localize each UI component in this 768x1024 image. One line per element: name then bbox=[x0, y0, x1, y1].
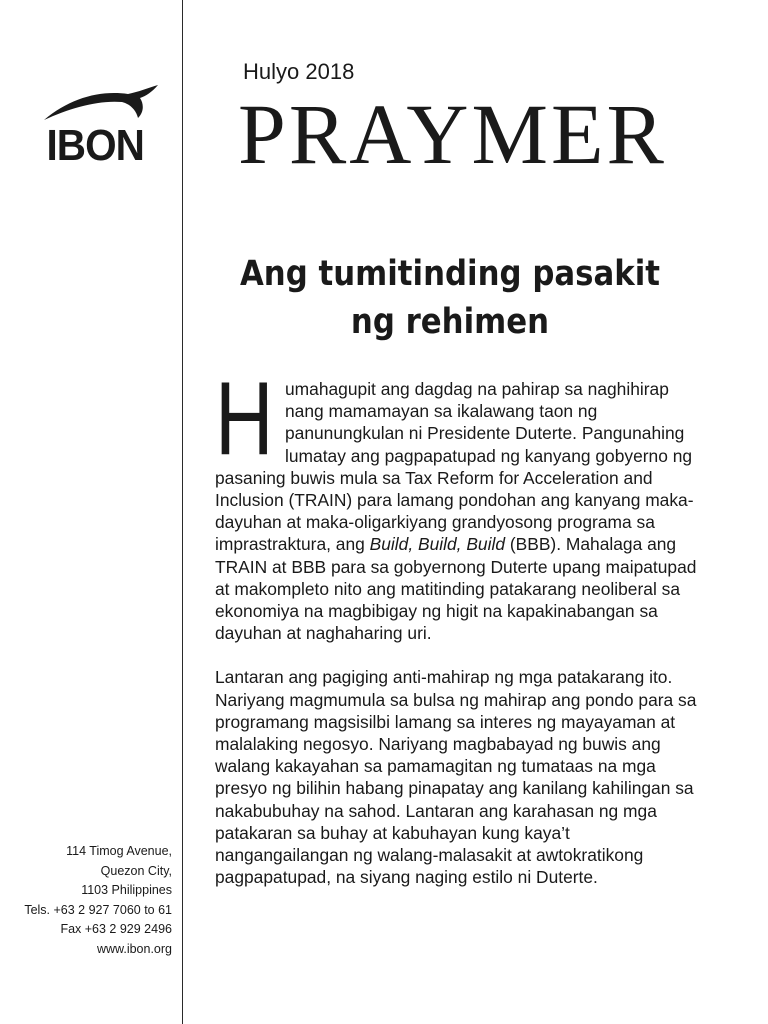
address-city: Quezon City, bbox=[100, 863, 172, 878]
paragraph-2: Lantaran ang pagiging anti-mahirap ng mga patakarang ito. Nariyang magmumula sa bulsa ng mahirap ang pondo para sa programang magsisilbi lamang sa interes ng mayayaman at malalaking negosyo. Nariyang magbabayad ng buwis ang walang kakayahan sa pamamagitan ng tumataas na mga presyo ng bilihin habang pinapatay ang kanilang kahilingan sa nakabubuhay na sahod. Lantaran ang karahasan ng mga patakaran sa buhay at kabuhayan kung kaya’t nangangailangan ng walang-malasakit at awtokratikong pagpapatupad, na siyang naging estilo ni Duterte. bbox=[215, 667, 697, 888]
paragraph-1-text-b: (BBB). Mahalaga ang TRAIN at BBB para sa gobyernong Duterte upang maipatupad at makompleto nito ang matitinding patakarang neoliberal sa ekonomiya na magbibigay ng higit na kapakinabangan sa dayuhan at naghaharing uri. bbox=[215, 534, 697, 644]
drop-cap: H bbox=[215, 361, 274, 477]
ibon-logo bbox=[40, 84, 160, 174]
publication-title: PRAYMER bbox=[238, 86, 667, 182]
article-title-line-1: Ang tumitinding pasakit bbox=[239, 254, 661, 294]
address-street: 114 Timog Avenue, bbox=[66, 844, 172, 858]
address-country: 1103 Philippines bbox=[81, 883, 172, 898]
vertical-divider bbox=[182, 0, 183, 1024]
website-link[interactable]: www.ibon.org bbox=[96, 941, 172, 956]
article-body bbox=[215, 361, 701, 910]
contact-address bbox=[2, 842, 172, 960]
paragraph-1-text-a: umahagupit ang dagdag na pahirap sa naghihirap nang mamamayan sa ikalawang taon ng panunungkulan ni Presidente Duterte. Pangunahing lumatay ang pagpapatupad ng kanyang gobyerno ng pasaning buwis mula sa Tax Reform for Acceleration and Inclusion (TRAIN) para lamang pondohan ang kanyang maka-dayuhan at maka-oligarkiyang grandyosong programa sa imprastraktura, ang bbox=[215, 379, 694, 555]
program-name: Build, Build, Build bbox=[369, 534, 505, 555]
article-title-line-2: ng rehimen bbox=[350, 302, 550, 342]
issue-date: Hulyo 2018 bbox=[243, 59, 355, 84]
paragraph-1 bbox=[215, 361, 701, 644]
telephone-numbers: Tels. +63 2 927 7060 to 61 bbox=[24, 902, 172, 917]
logo-text: IBON bbox=[46, 121, 144, 170]
article-title bbox=[230, 250, 670, 346]
fax-number: Fax +63 2 929 2496 bbox=[60, 922, 172, 937]
